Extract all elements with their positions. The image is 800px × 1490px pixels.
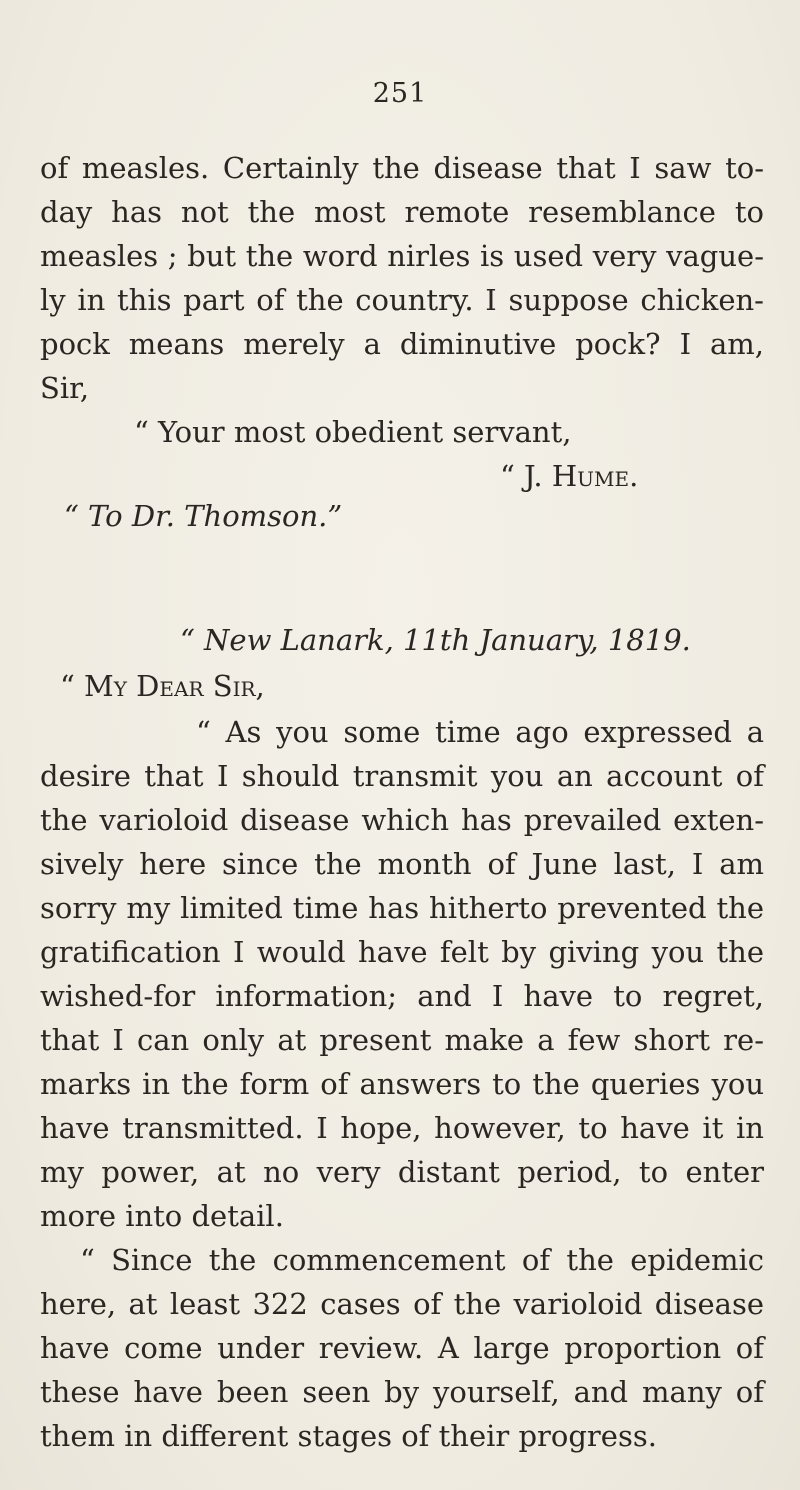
text-line: gratification I would have felt by giving you the [40, 935, 764, 969]
text-line: sively here since the month of June last, I am [40, 847, 764, 881]
text-line: them in different stages of their progress. [40, 1419, 657, 1453]
closing-line: “ Your most obedient servant, [134, 415, 572, 449]
text-line: wished-for information; and I have to regret, [40, 979, 764, 1013]
text-line: the varioloid disease which has prevailed exten- [40, 803, 764, 837]
page-number: 251 [372, 78, 428, 109]
text-line: pock means merely a diminutive pock? I am, [40, 327, 764, 361]
text-line: marks in the form of answers to the queries you [40, 1067, 764, 1101]
text-line: ly in this part of the country. I suppose chicken- [40, 283, 764, 317]
text-line: measles ; but the word nirles is used very vague- [40, 239, 764, 273]
dateline: “ New Lanark, 11th January, 1819. [180, 623, 691, 657]
text-line: sorry my limited time has hitherto prevented the [40, 891, 764, 925]
text-line: “ As you some time ago expressed a [196, 715, 764, 749]
salutation-line: “ My Dear Sir, [60, 669, 265, 703]
text-line: day has not the most remote resemblance to [40, 195, 764, 229]
text-line: “ Since the commencement of the epidemic [80, 1243, 764, 1277]
text-line: here, at least 322 cases of the varioloid disease [40, 1287, 764, 1321]
text-line: of measles. Certainly the disease that I saw to- [40, 151, 764, 185]
text-line: have transmitted. I hope, however, to have it in [40, 1111, 764, 1145]
text-line: more into detail. [40, 1199, 284, 1233]
text-line: my power, at no very distant period, to enter [40, 1155, 764, 1189]
signature-line: “ J. Hume. [500, 459, 639, 493]
text-line: that I can only at present make a few short re- [40, 1023, 764, 1057]
addressee-line: “ To Dr. Thomson.” [64, 499, 343, 533]
text-line: Sir, [40, 371, 90, 405]
text-line: have come under review. A large proportion of [40, 1331, 764, 1365]
text-line: desire that I should transmit you an account of [40, 759, 764, 793]
text-line: these have been seen by yourself, and many of [40, 1375, 764, 1409]
